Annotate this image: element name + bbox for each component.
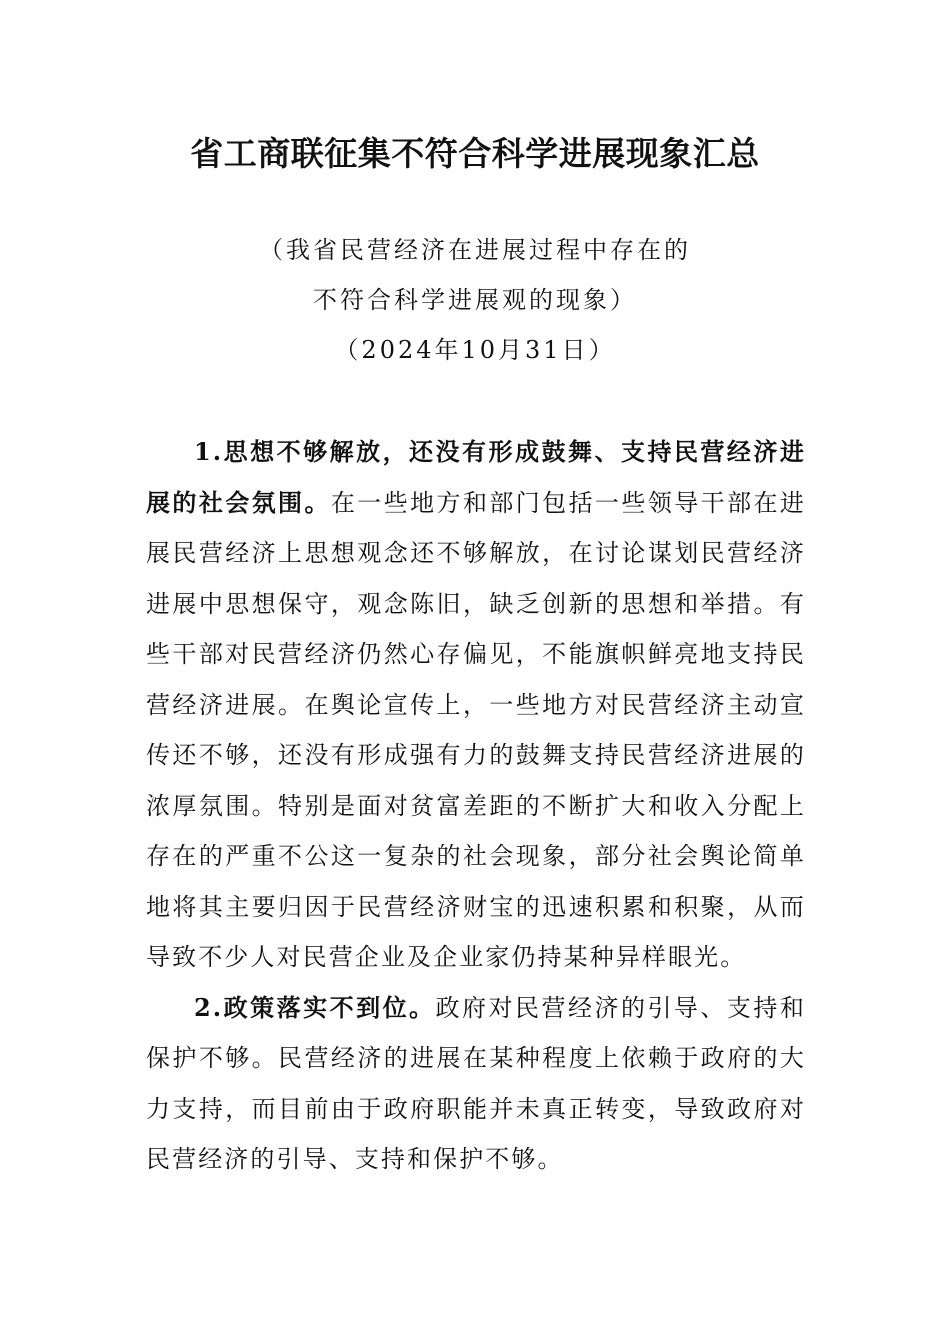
document-title: 省工商联征集不符合科学进展现象汇总 (190, 134, 760, 173)
subtitle-line-2: 不符合科学进展观的现象） (313, 286, 637, 314)
document-date: （2024年10月31日） (334, 336, 616, 364)
section-text-2: 政府对民营经济的引导、支持和保护不够。民营经济的进展在某种程度上依赖于政府的大力支持，而目前由于政府职能并未真正转变，导致政府对民营经济的引导、支持和保护不够。 (146, 993, 806, 1173)
subtitle-line-1: （我省民营经济在进展过程中存在的 (259, 236, 691, 264)
section-paragraph-1 (146, 427, 806, 983)
document-body (146, 427, 806, 1185)
section-text-1: 在一些地方和部门包括一些领导干部在进展民营经济上思想观念还不够解放，在讨论谋划民营经济进展中思想保守，观念陈旧，缺乏创新的思想和举措。有些干部对民营经济仍然心存偏见，不能旗帜鲜亮地支持民营经济进展。在舆论宣传上，一些地方对民营经济主动宣传还不够，还没有形成强有力的鼓舞支持民营经济进展的浓厚氛围。特别是面对贫富差距的不断扩大和收入分配上存在的严重不公这一复杂的社会现象，部分社会舆论简单地将其主要归因于民营经济财宝的迅速积累和积聚，从而导致不少人对民营企业及企业家仍持某种异样眼光。 (146, 488, 806, 971)
section-heading-2: 2.政策落实不到位。 (194, 992, 436, 1022)
section-heading-1: 1.思想不够解放，还没有形成鼓舞、支持民营经济进展的社会氛围。 (146, 437, 806, 517)
section-paragraph-2 (146, 983, 806, 1185)
